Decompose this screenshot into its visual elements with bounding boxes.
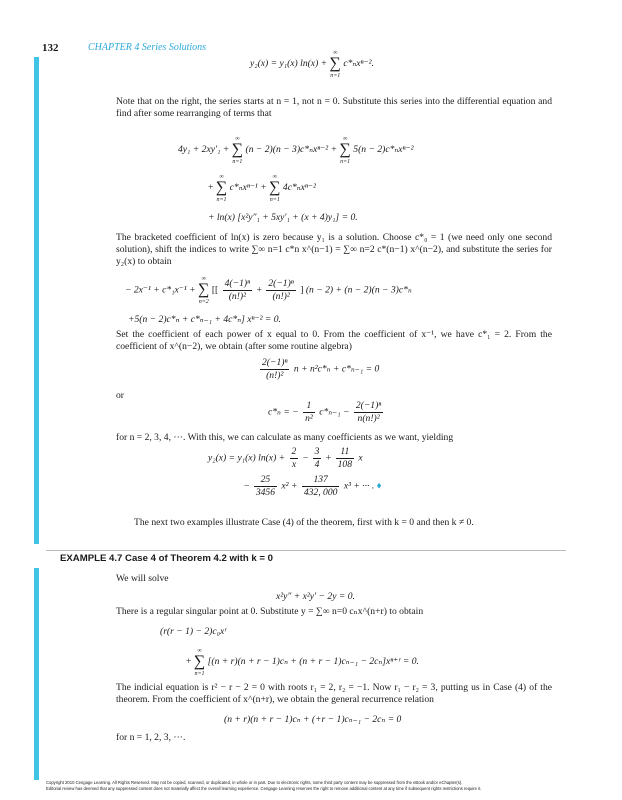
example-heading: EXAMPLE 4.7 Case 4 of Theorem 4.2 with k = 0	[60, 553, 274, 564]
equation-line: + ∑ ∞ n=1 c*ₙxⁿ⁻¹ + ∑ ∞ n=1 4c*ₙxⁿ⁻²	[208, 174, 316, 203]
equation-part: (n − 2)(n − 3)c*ₙxⁿ⁻² +	[245, 144, 338, 156]
equation-part: c*ₙxⁿ⁻¹ +	[229, 182, 267, 194]
copyright-footer: Editorial review has deemed that any suppressed content does not materially affect the overall learning experience. Cengage Learning reserves the right to remove additional content at any time if subsequent rights restrictions require it.	[46, 786, 482, 791]
margin-bar	[34, 57, 39, 544]
sum-symbol: ∑ ∞ n=1	[231, 136, 244, 165]
equation-line	[258, 357, 379, 382]
equation-line: y₂(x) = y₁(x) ln(x) + $\frac{2}{x}$ − $\frac{3}{4}$ + $\frac{11}{108}$ x	[208, 446, 363, 470]
chapter-title: CHAPTER 4 Series Solutions	[88, 42, 207, 53]
fraction: $\frac{1}{\text{n²}}$	[305, 400, 313, 424]
equation-y2	[250, 50, 374, 79]
equation-part: − 2x⁻¹ + c*₁x⁻¹ +	[125, 284, 196, 296]
equation-part: 5(n − 2)c*ₙxⁿ⁻²	[353, 144, 414, 156]
fraction: $\frac{137}{432, 000}$	[303, 474, 338, 498]
paragraph: for n = 2, 3, 4, ···. With this, we can calculate as many coefficients as we want, yielding	[116, 432, 454, 443]
paragraph: There is a regular singular point at 0. Substitute y = ∑∞ n=0 cₙx^(n+r) to obtain	[116, 606, 424, 617]
equation-part: 4c*ₙxⁿ⁻²	[282, 182, 316, 194]
paragraph: or	[116, 390, 124, 401]
equation-line: − 2x⁻¹ + c*₁x⁻¹ + ∑ ∞ n=2 [[ $\frac{\text{4(−1)ⁿ}}{\text{(n!)²}}$ + $\frac{\text{2(−1)ⁿ}}{\text{(n!)²}}$ ] (n − 2) + (n − 2)(n − 3)c*ₙ	[125, 276, 412, 306]
equation-part: c*ₙ₋₁ −	[319, 406, 350, 418]
divider	[46, 550, 566, 551]
equation-part: n + n²c*ₙ + c*ₙ₋₁ = 0	[293, 363, 380, 375]
page-number: 132	[42, 42, 59, 54]
end-of-solution-icon: ♦	[376, 480, 382, 492]
fraction: $\frac{2}{x}$	[291, 446, 297, 470]
fraction: $\frac{25}{3456}$	[255, 474, 276, 498]
equation-part: [(n + r)(n + r − 1)cₙ + (n + r − 1)cₙ₋₁ − 2cₙ]xⁿ⁺ʳ = 0.	[207, 656, 419, 668]
paragraph: We will solve	[116, 573, 169, 584]
paragraph: for n = 1, 2, 3, ···.	[116, 732, 186, 743]
equation-part: 4y₁ + 2xy′₁ +	[178, 144, 230, 156]
fraction: $\frac{\text{2(−1)ⁿ}}{\text{(n!)²}}$	[268, 278, 294, 302]
equation-part: y₂(x) = y₁(x) ln(x) +	[208, 452, 286, 464]
sum-symbol: ∑ ∞ n=2	[198, 276, 210, 306]
margin-bar-example	[34, 568, 39, 780]
copyright-footer: Copyright 2010 Cengage Learning. All Rights Reserved. May not be copied, scanned, or duplicated, in whole or in part. Due to electronic rights, some third party content may be suppressed from the eBook and/or eChapter(s).	[46, 780, 463, 785]
sum-symbol: ∑ ∞ n=1	[329, 50, 341, 79]
equation-line	[178, 136, 414, 165]
equation-line: + ∑ ∞ n=1 [(n + r)(n + r − 1)cₙ + (n + r − 1)cₙ₋₁ − 2cₙ]xⁿ⁺ʳ = 0.	[186, 648, 419, 677]
sum-symbol: ∑ ∞ n=1	[269, 174, 281, 203]
paragraph: Set the coefficient of each power of x equal to 0. From the coefficient of x⁻¹, we have c*₁ = 2. From the coefficient of x^(n−2), we obtain (after some routine algebra)	[116, 329, 552, 352]
fraction: $\frac{11}{108}$	[337, 446, 352, 470]
equation-line	[268, 400, 385, 425]
sum-symbol: ∑ ∞ n=1	[193, 648, 206, 677]
equation-line: − $\frac{25}{3456}$ x² + $\frac{137}{432, 000}$ x³ + ··· . ♦	[244, 474, 382, 498]
paragraph: Note that on the right, the series starts at n = 1, not n = 0. Substitute this series into the differential equation and find after some rearranging of terms that	[116, 96, 552, 119]
equation-part: y₂(x) = y₁(x) ln(x) +	[250, 58, 328, 70]
fraction: $\frac{3}{4}$	[314, 446, 320, 470]
equation-line: +5(n − 2)c*ₙ + c*ₙ₋₁ + 4c*ₙ] xⁿ⁻² = 0.	[128, 314, 281, 325]
fraction: $\frac{\text{4(−1)ⁿ}}{\text{(n!)²}}$	[224, 278, 251, 302]
paragraph: The indicial equation is r² − r − 2 = 0 with roots r₁ = 2, r₂ = −1. Now r₁ − r₂ = 3, putting us in Case (4) of the theorem. From the coefficient of x^(n+r), we obtain the general recurrence relation	[116, 682, 552, 705]
equation-line: x²y″ + x²y′ − 2y = 0.	[276, 591, 355, 602]
fraction: $\frac{\text{2(−1)ⁿ}}{\text{n(n!)²}}$	[355, 400, 382, 424]
fraction: $\frac{\text{2(−1)ⁿ}}{\text{(n!)²}}$	[262, 357, 288, 381]
sum-symbol: ∑ ∞ n=1	[339, 136, 351, 165]
equation-line: (n + r)(n + r − 1)cₙ + (+r − 1)cₙ₋₁ − 2cₙ = 0	[224, 714, 402, 725]
equation-line: (r(r − 1) − 2)c₀xʳ	[160, 626, 227, 637]
paragraph: The next two examples illustrate Case (4) of the theorem, first with k = 0 and then k ≠ 0.	[134, 517, 474, 528]
paragraph: The bracketed coefficient of ln(x) is zero because y₁ is a solution. Choose c*₀ = 1 (we need only one second solution), shift the indices to write ∑∞ n=1 c*n x^(n−1) = ∑∞ n=2 c*(n−1) x^(n−2), and substitute the series for y₂(x) to obtain	[116, 232, 552, 267]
equation-part: (n − 2) + (n − 2)(n − 3)c*ₙ	[305, 284, 412, 296]
equation-part: c*ₙxⁿ⁻².	[343, 58, 374, 70]
sum-symbol: ∑ ∞ n=1	[215, 174, 228, 203]
equation-part: c*ₙ = −	[268, 406, 299, 418]
equation-line: + ln(x) [x²y″₁ + 5xy′₁ + (x + 4)y₁] = 0.	[208, 212, 358, 223]
